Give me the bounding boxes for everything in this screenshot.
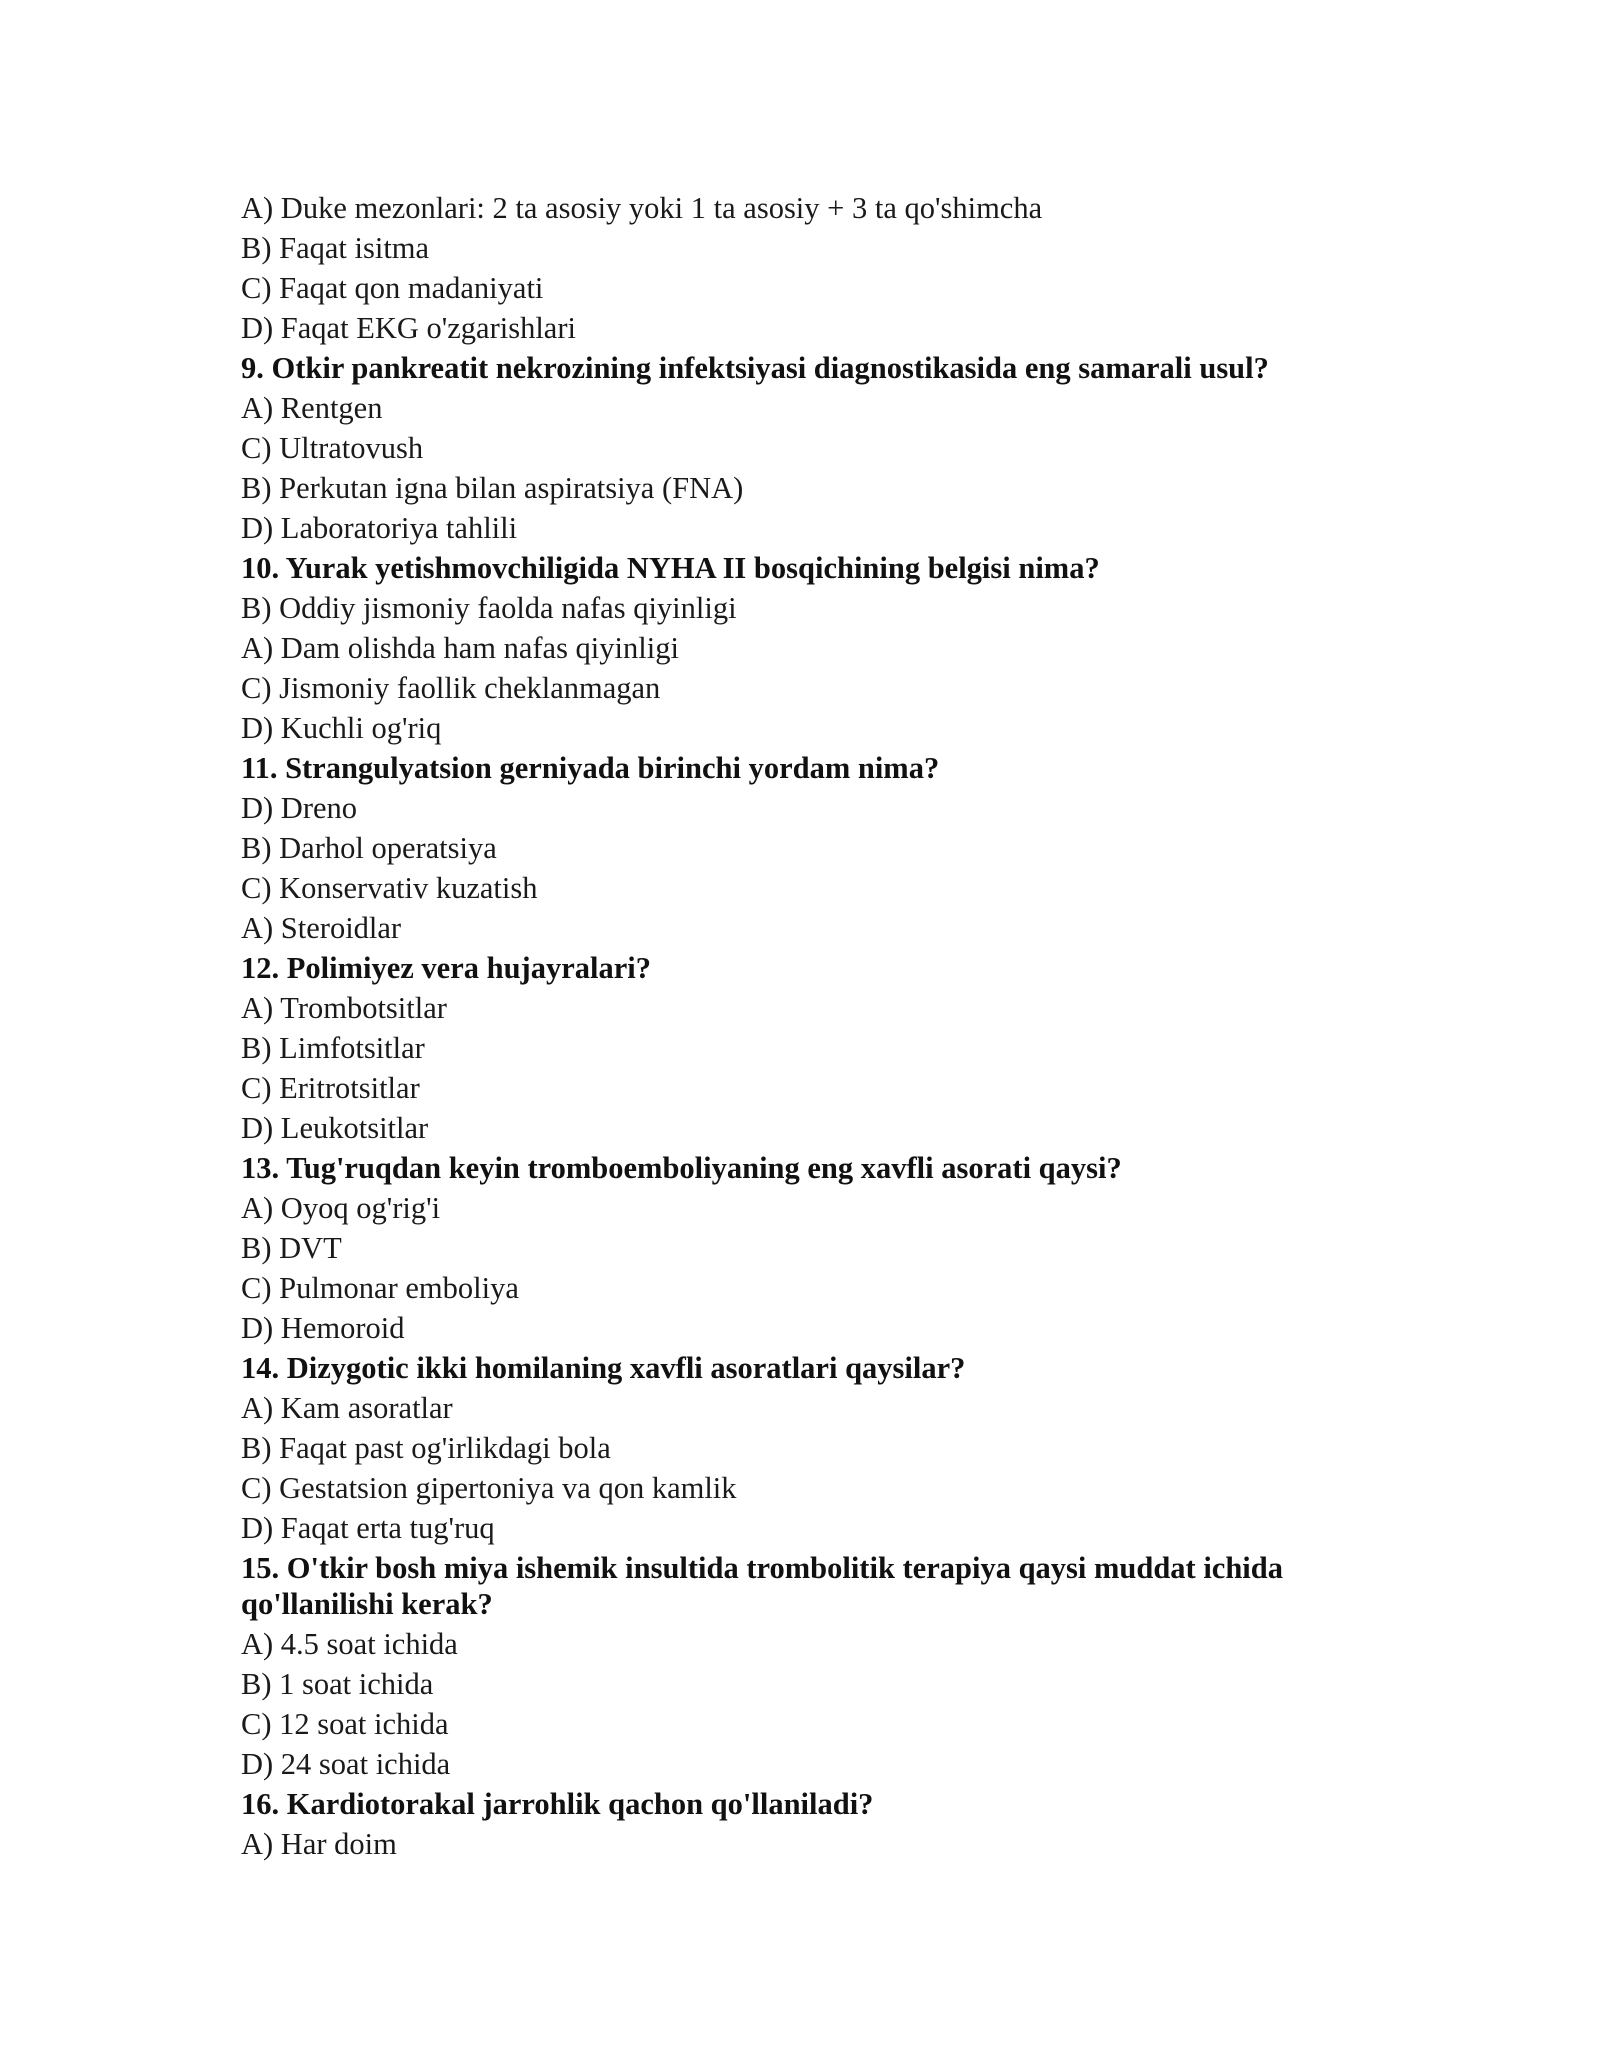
document-body	[241, 188, 1381, 1864]
answer-option: B) Faqat isitma	[241, 231, 430, 265]
answer-option: D) Faqat erta tug'ruq	[241, 1511, 495, 1545]
answer-option: B) Oddiy jismoniy faolda nafas qiyinligi	[241, 591, 737, 625]
answer-option: B) DVT	[241, 1231, 342, 1265]
answer-option: A) Rentgen	[241, 391, 383, 425]
answer-option: D) Leukotsitlar	[241, 1111, 429, 1145]
answer-option: C) Gestatsion gipertoniya va qon kamlik	[241, 1471, 737, 1505]
answer-option: C) 12 soat ichida	[241, 1707, 449, 1741]
answer-option: C) Eritrotsitlar	[241, 1071, 420, 1105]
answer-option: D) Hemoroid	[241, 1311, 405, 1345]
answer-option: A) Steroidlar	[241, 911, 402, 945]
answer-option: D) 24 soat ichida	[241, 1747, 451, 1781]
answer-option: B) Faqat past og'irlikdagi bola	[241, 1431, 611, 1465]
question-heading: 13. Tug'ruqdan keyin tromboemboliyaning eng xavfli asorati qaysi?	[241, 1151, 1122, 1185]
answer-option: A) Dam olishda ham nafas qiyinligi	[241, 631, 679, 665]
question-heading: 16. Kardiotorakal jarrohlik qachon qo'llaniladi?	[241, 1787, 874, 1821]
answer-option: C) Ultratovush	[241, 431, 424, 465]
answer-option: C) Konservativ kuzatish	[241, 871, 538, 905]
answer-option: D) Kuchli og'riq	[241, 711, 442, 745]
answer-option: A) Oyoq og'rig'i	[241, 1191, 441, 1225]
question-heading: 9. Otkir pankreatit nekrozining infektsiyasi diagnostikasida eng samarali usul?	[241, 351, 1269, 385]
question-heading: 15. O'tkir bosh miya ishemik insultida trombolitik terapiya qaysi muddat ichida qo'llanilishi kerak?	[241, 1551, 1283, 1621]
answer-option: C) Faqat qon madaniyati	[241, 271, 544, 305]
answer-option: D) Faqat EKG o'zgarishlari	[241, 311, 576, 345]
answer-option: A) Trombotsitlar	[241, 991, 447, 1025]
answer-option: B) Darhol operatsiya	[241, 831, 497, 865]
answer-option: B) 1 soat ichida	[241, 1667, 434, 1701]
question-heading: 12. Polimiyez vera hujayralari?	[241, 951, 651, 985]
answer-option: B) Perkutan igna bilan aspiratsiya (FNA)	[241, 471, 744, 505]
answer-option: A) Kam asoratlar	[241, 1391, 453, 1425]
answer-option: D) Dreno	[241, 791, 358, 825]
answer-option: A) Har doim	[241, 1827, 397, 1861]
question-heading: 10. Yurak yetishmovchiligida NYHA II bosqichining belgisi nima?	[241, 551, 1100, 585]
answer-option: C) Pulmonar emboliya	[241, 1271, 519, 1305]
answer-option: A) 4.5 soat ichida	[241, 1627, 458, 1661]
answer-option: A) Duke mezonlari: 2 ta asosiy yoki 1 ta asosiy + 3 ta qo'shimcha	[241, 191, 1043, 225]
question-heading: 11. Strangulyatsion gerniyada birinchi yordam nima?	[241, 751, 940, 785]
question-heading: 14. Dizygotic ikki homilaning xavfli asoratlari qaysilar?	[241, 1351, 966, 1385]
answer-option: D) Laboratoriya tahlili	[241, 511, 518, 545]
answer-option: B) Limfotsitlar	[241, 1031, 425, 1065]
answer-option: C) Jismoniy faollik cheklanmagan	[241, 671, 661, 705]
